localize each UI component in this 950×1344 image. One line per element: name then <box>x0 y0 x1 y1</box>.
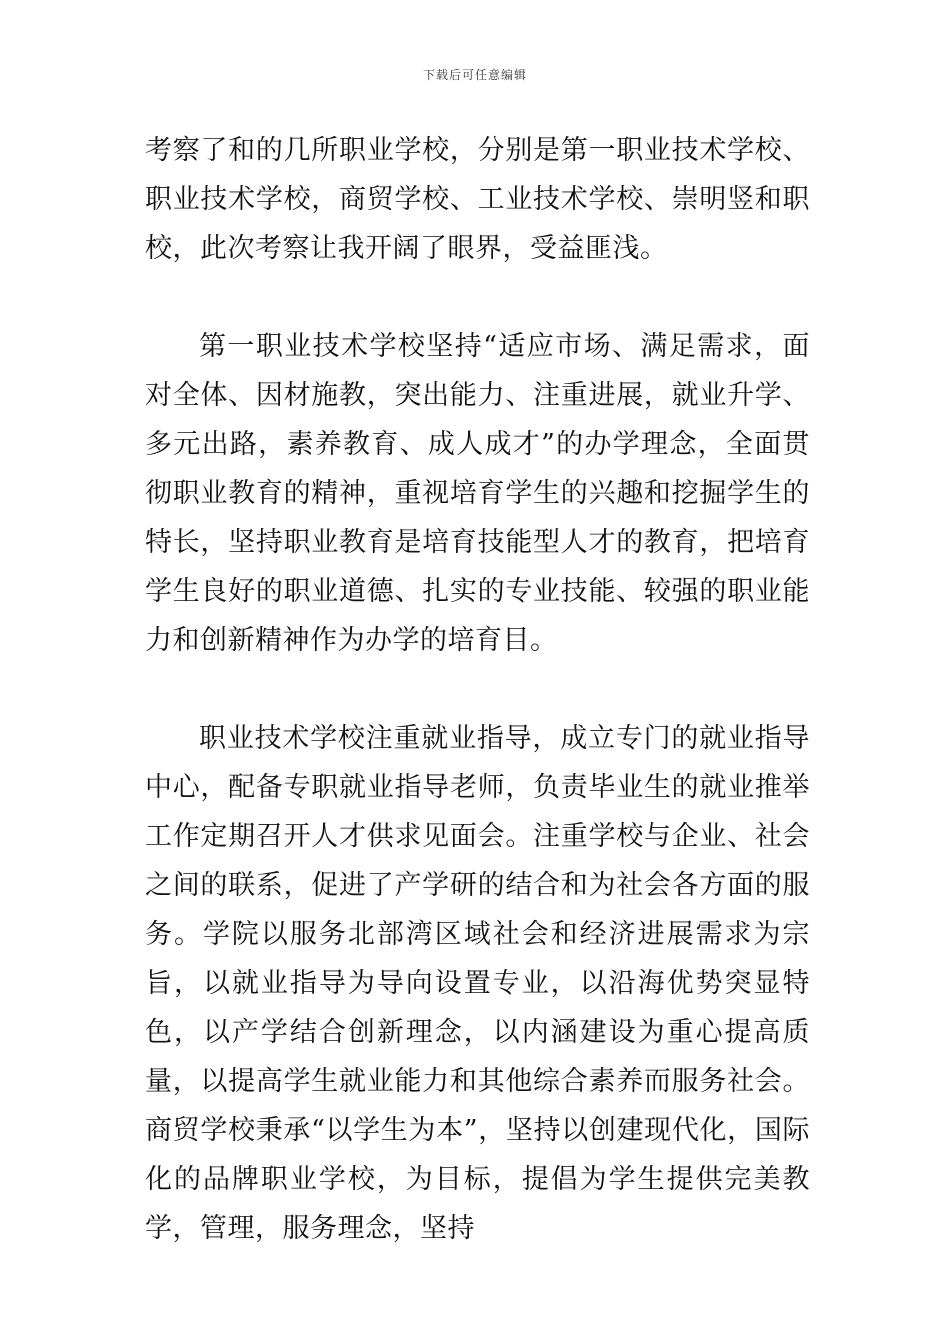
page-header-note: 下载后可任意编辑 <box>422 68 527 82</box>
paragraph-intro: 考察了和的几所职业学校，分别是第一职业技术学校、职业技术学校，商贸学校、工业技术学校、崇明竖和职校，此次考察让我开阔了眼界，受益匪浅。 <box>145 135 810 264</box>
paragraph-first-school: 第一职业技术学校坚持“适应市场、满足需求，面对全体、因材施教，突出能力、注重进展，就业升学、多元出路，素养教育、成人成才”的办学理念，全面贯彻职业教育的精神，重视培育学生的兴趣和挖掘学生的特长，坚持职业教育是培育技能型人才的教育，把培育学生良好的职业道德、扎实的专业技能、较强的职业能力和创新精神作为办学的培育目。 <box>145 331 810 656</box>
document-body <box>145 126 810 1253</box>
paragraph-employment-guidance: 职业技术学校注重就业指导，成立专门的就业指导中心，配备专职就业指导老师，负责毕业生的就业推举工作定期召开人才供求见面会。注重学校与企业、社会之间的联系，促进了产学研的结合和为社会各方面的服务。学院以服务北部湾区域社会和经济进展需求为宗旨，以就业指导为导向设置专业，以沿海优势突显特色，以产学结合创新理念，以内涵建设为重心提高质量，以提高学生就业能力和其他综合素养而服务社会。商贸学校秉承“以学生为本”，坚持以创建现代化，国际化的品牌职业学校，为目标，提倡为学生提供完美教学，管理，服务理念，坚持 <box>145 723 810 1244</box>
